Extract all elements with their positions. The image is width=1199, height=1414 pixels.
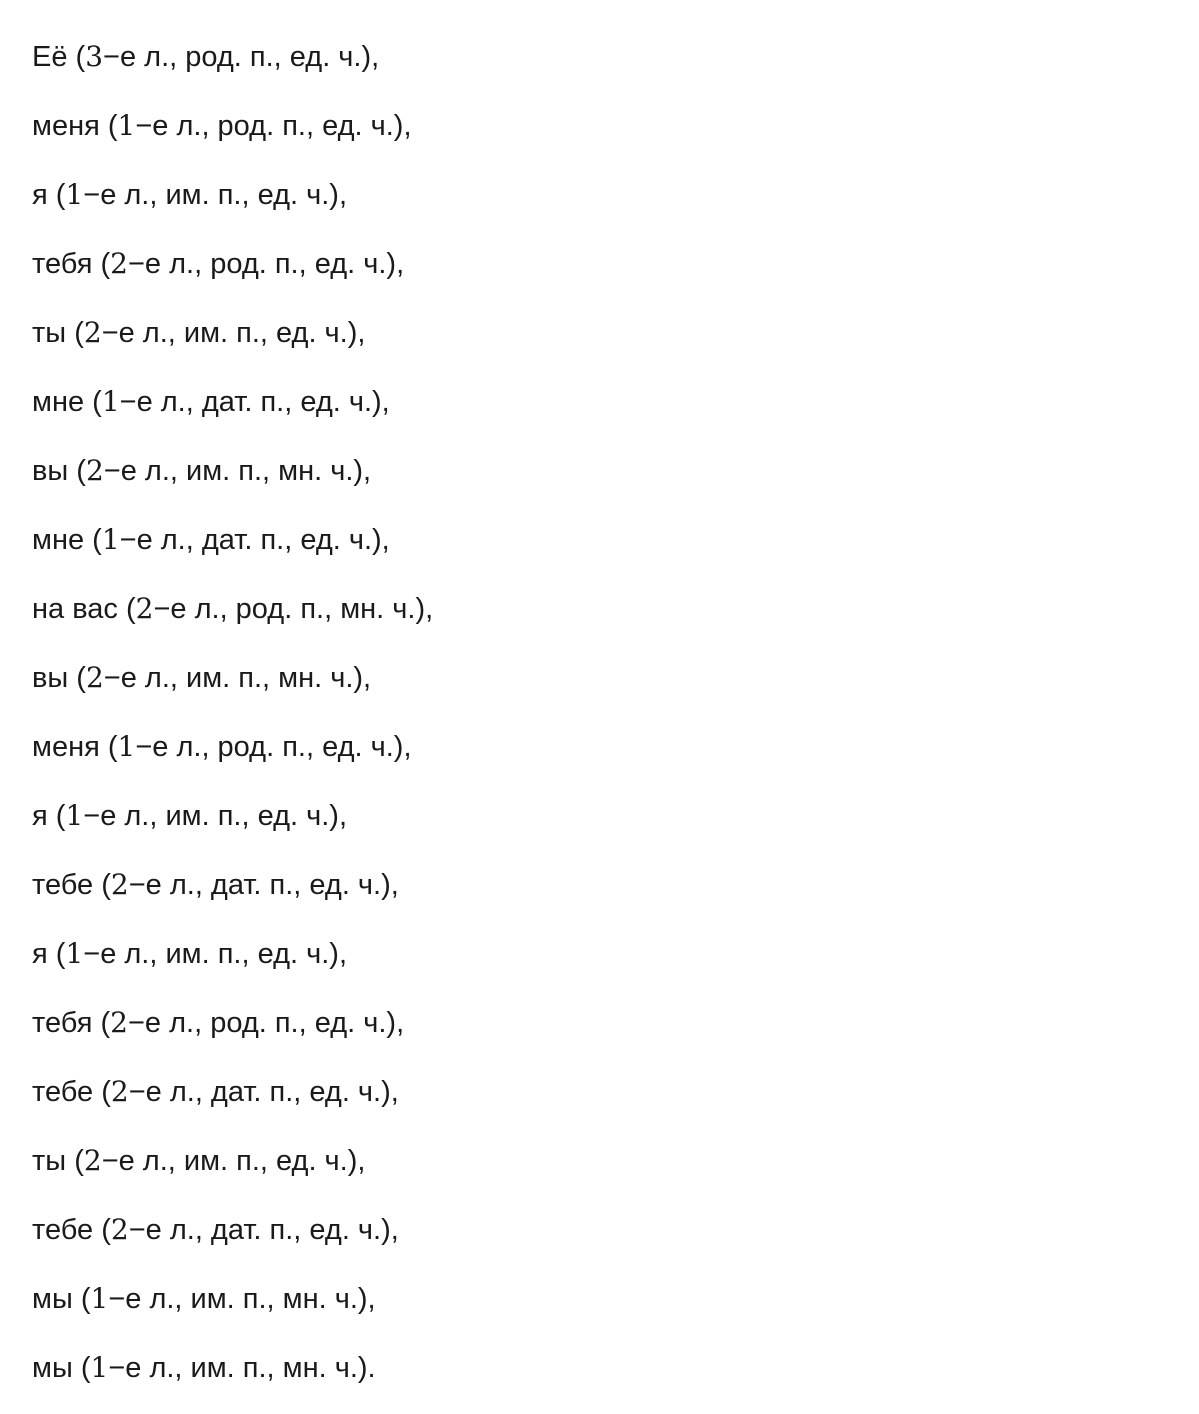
pronoun: Её bbox=[32, 41, 68, 73]
person-number: 2 bbox=[83, 1144, 102, 1177]
grammar-features: −е л., им. п., мн. ч.), bbox=[103, 662, 372, 694]
list-item: я (1−е л., им. п., ед. ч.), bbox=[32, 937, 348, 970]
pronoun: тебе bbox=[32, 869, 94, 901]
pronoun-analysis-list bbox=[32, 34, 1199, 1414]
list-item: меня (1−е л., род. п., ед. ч.), bbox=[32, 109, 412, 142]
person-number: 1 bbox=[65, 178, 84, 211]
list-item: тебе (2−е л., дат. п., ед. ч.), bbox=[32, 868, 399, 901]
grammar-features: −е л., им. п., мн. ч.). bbox=[108, 1352, 376, 1384]
person-number: 3 bbox=[85, 40, 104, 73]
person-number: 1 bbox=[65, 799, 84, 832]
pronoun: мне bbox=[32, 524, 85, 556]
pronoun: тебя bbox=[32, 1007, 93, 1039]
list-item: я (1−е л., им. п., ед. ч.), bbox=[32, 799, 348, 832]
person-number: 1 bbox=[90, 1282, 109, 1315]
pronoun: меня bbox=[32, 110, 100, 142]
person-number: 2 bbox=[85, 661, 104, 694]
list-item: ты (2−е л., им. п., ед. ч.), bbox=[32, 316, 366, 349]
list-item: мне (1−е л., дат. п., ед. ч.), bbox=[32, 385, 390, 418]
person-number: 2 bbox=[110, 247, 128, 280]
list-item: мы (1−е л., им. п., мн. ч.). bbox=[32, 1351, 376, 1384]
grammar-features: −е л., им. п., ед. ч.), bbox=[83, 938, 348, 970]
pronoun: я bbox=[32, 179, 48, 211]
person-number: 2 bbox=[110, 1006, 128, 1039]
list-item: вы (2−е л., им. п., мн. ч.), bbox=[32, 454, 372, 487]
list-item: мне (1−е л., дат. п., ед. ч.), bbox=[32, 523, 390, 556]
grammar-features: −е л., им. п., мн. ч.), bbox=[103, 455, 372, 487]
pronoun: мне bbox=[32, 386, 85, 418]
list-item: я (1−е л., им. п., ед. ч.), bbox=[32, 178, 348, 211]
grammar-features: −е л., род. п., ед. ч.), bbox=[127, 248, 405, 280]
grammar-features: −е л., род. п., ед. ч.), bbox=[103, 41, 380, 73]
grammar-features: −е л., им. п., ед. ч.), bbox=[83, 800, 348, 832]
grammar-features: −е л., род. п., ед. ч.), bbox=[135, 731, 412, 763]
grammar-features: −е л., дат. п., ед. ч.), bbox=[128, 869, 399, 901]
person-number: 1 bbox=[117, 109, 136, 142]
person-number: 2 bbox=[135, 592, 154, 625]
grammar-features: −е л., род. п., ед. ч.), bbox=[127, 1007, 405, 1039]
person-number: 2 bbox=[110, 1213, 129, 1246]
grammar-features: −е л., им. п., мн. ч.), bbox=[108, 1283, 376, 1315]
person-number: 2 bbox=[110, 1075, 129, 1108]
pronoun: я bbox=[32, 938, 48, 970]
grammar-features: −е л., им. п., ед. ч.), bbox=[101, 1145, 366, 1177]
list-item: вы (2−е л., им. п., мн. ч.), bbox=[32, 661, 372, 694]
list-item: тебя (2−е л., род. п., ед. ч.), bbox=[32, 247, 405, 280]
list-item: тебе (2−е л., дат. п., ед. ч.), bbox=[32, 1075, 399, 1108]
grammar-features: −е л., дат. п., ед. ч.), bbox=[119, 524, 390, 556]
grammar-features: −е л., им. п., ед. ч.), bbox=[101, 317, 366, 349]
person-number: 1 bbox=[101, 523, 120, 556]
pronoun: ты bbox=[32, 317, 67, 349]
person-number: 2 bbox=[110, 868, 129, 901]
person-number: 2 bbox=[85, 454, 104, 487]
pronoun: тебе bbox=[32, 1076, 94, 1108]
person-number: 1 bbox=[90, 1351, 109, 1384]
pronoun: мы bbox=[32, 1352, 73, 1384]
list-item: тебе (2−е л., дат. п., ед. ч.), bbox=[32, 1213, 399, 1246]
person-number: 1 bbox=[65, 937, 84, 970]
person-number: 1 bbox=[117, 730, 136, 763]
person-number: 2 bbox=[83, 316, 102, 349]
list-item: тебя (2−е л., род. п., ед. ч.), bbox=[32, 1006, 405, 1039]
pronoun: ты bbox=[32, 1145, 67, 1177]
pronoun: вы bbox=[32, 455, 69, 487]
pronoun: тебе bbox=[32, 1214, 94, 1246]
list-item: мы (1−е л., им. п., мн. ч.), bbox=[32, 1282, 376, 1315]
grammar-features: −е л., дат. п., ед. ч.), bbox=[119, 386, 390, 418]
list-item: ты (2−е л., им. п., ед. ч.), bbox=[32, 1144, 366, 1177]
pronoun: меня bbox=[32, 731, 100, 763]
grammar-features: −е л., род. п., мн. ч.), bbox=[153, 593, 434, 625]
list-item: Её (3−е л., род. п., ед. ч.), bbox=[32, 40, 380, 73]
list-item: на вас (2−е л., род. п., мн. ч.), bbox=[32, 592, 434, 625]
grammar-features: −е л., род. п., ед. ч.), bbox=[135, 110, 412, 142]
person-number: 1 bbox=[101, 385, 120, 418]
pronoun: на вас bbox=[32, 593, 118, 625]
grammar-features: −е л., им. п., ед. ч.), bbox=[83, 179, 348, 211]
list-item: меня (1−е л., род. п., ед. ч.), bbox=[32, 730, 412, 763]
pronoun: вы bbox=[32, 662, 69, 694]
grammar-features: −е л., дат. п., ед. ч.), bbox=[128, 1214, 399, 1246]
grammar-features: −е л., дат. п., ед. ч.), bbox=[128, 1076, 399, 1108]
pronoun: тебя bbox=[32, 248, 93, 280]
pronoun: я bbox=[32, 800, 48, 832]
pronoun: мы bbox=[32, 1283, 73, 1315]
